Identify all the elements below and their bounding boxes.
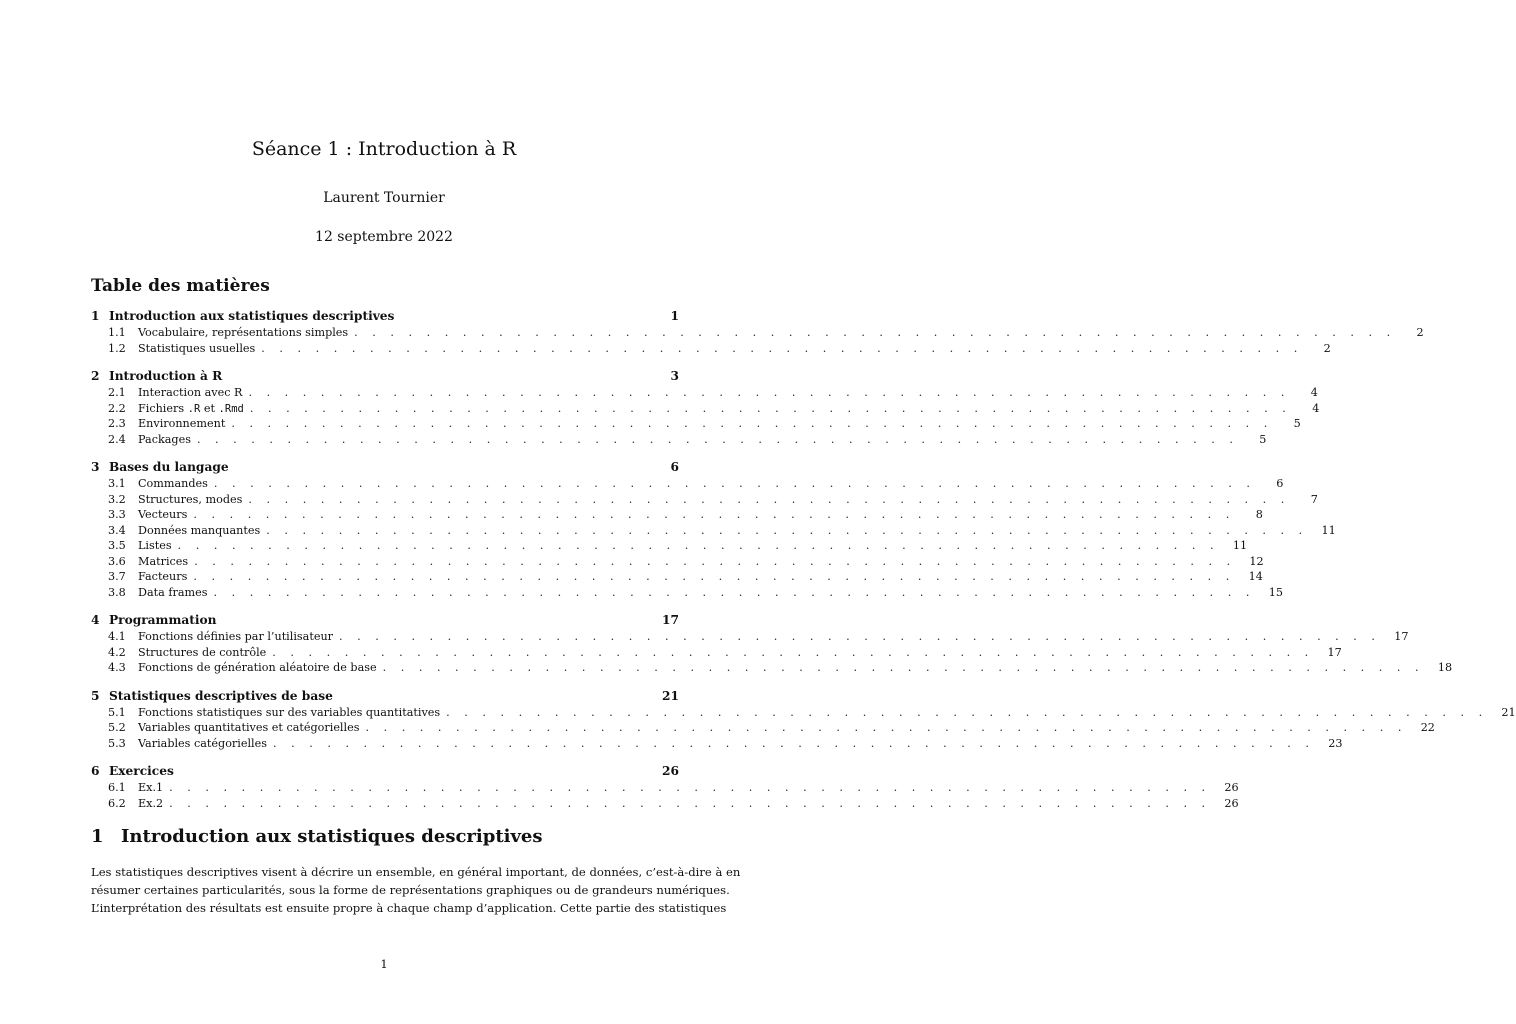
toc-subsection-number: 4.3 <box>108 661 126 674</box>
toc-section-label: Bases du langage <box>109 460 229 474</box>
toc-subsection-label: Data frames <box>138 585 208 599</box>
toc-leader-dots: . . . . . . . . . . . . . . . . . . . . . . . . . . . . . . . . . . . . . . . . . . . . . . . . . . . . . . . . . . <box>248 386 1290 399</box>
toc-subsection-page: 4 <box>1310 386 1318 399</box>
toc-entry-section[interactable] <box>91 612 679 629</box>
toc-entry-subsection[interactable] <box>91 538 1248 554</box>
toc-section-number: 3 <box>91 460 100 474</box>
toc-entry-subsection[interactable] <box>91 507 1263 523</box>
toc-subsection-number: 2.2 <box>108 401 126 415</box>
toc-subsection-page: 7 <box>1310 492 1318 506</box>
toc-entry-subsection[interactable] <box>91 629 1409 645</box>
toc-entry-section[interactable] <box>91 459 679 476</box>
toc-subsection-page: 17 <box>1394 630 1409 643</box>
toc-leader-dots: . . . . . . . . . . . . . . . . . . . . . . . . . . . . . . . . . . . . . . . . . . . . . . . . . . . . . . . . . . <box>339 630 1381 643</box>
toc-section-page: 21 <box>662 688 679 703</box>
toc-entry-section[interactable] <box>91 688 679 705</box>
toc-subsection-number: 6.1 <box>108 781 126 794</box>
toc-leader-dots: . . . . . . . . . . . . . . . . . . . . . . . . . . . . . . . . . . . . . . . . . . . . . . . . . . . . . . . . . . <box>266 523 1308 537</box>
toc-subsection-label: Vocabulaire, représentations simples <box>138 326 349 339</box>
toc-section-page: 1 <box>670 309 679 323</box>
toc-subsection-label: Packages <box>138 432 191 446</box>
toc-entry-subsection[interactable] <box>91 325 1424 341</box>
toc-section-number: 4 <box>91 613 100 627</box>
paragraph-line: L’interprétation des résultats est ensuite propre à chaque champ d’application. Cette partie des statistiques <box>91 901 727 915</box>
toc-leader-dots: . . . . . . . . . . . . . . . . . . . . . . . . . . . . . . . . . . . . . . . . . . . . . . . . . . . . . . . . . . <box>169 796 1211 810</box>
toc-subsection-number: 3.7 <box>108 570 126 583</box>
toc-entry-section[interactable] <box>91 763 679 780</box>
toc-entry-subsection[interactable] <box>91 720 1435 736</box>
toc-leader-dots: . . . . . . . . . . . . . . . . . . . . . . . . . . . . . . . . . . . . . . . . . . . . . . . . . . . . . . . . . . <box>193 570 1235 583</box>
toc-entry-subsection[interactable] <box>91 432 1267 448</box>
toc-subsection-label: Fonctions statistiques sur des variables quantitatives <box>138 705 441 719</box>
toc-section <box>91 368 1320 447</box>
paragraph-line: résumer certaines particularités, sous la forme de représentations graphiques ou de grandeurs numériques. <box>91 883 730 897</box>
toc-section-page: 6 <box>670 460 679 474</box>
toc-entry-subsection[interactable] <box>91 796 1239 812</box>
toc-subsection-number: 2.4 <box>108 432 126 446</box>
code-text: .Rmd <box>218 402 244 415</box>
section-title: Introduction aux statistiques descriptives <box>121 826 543 847</box>
toc-leader-dots: . . . . . . . . . . . . . . . . . . . . . . . . . . . . . . . . . . . . . . . . . . . . . . . . . . . . . . . . . . <box>446 705 1488 719</box>
toc-leader-dots: . . . . . . . . . . . . . . . . . . . . . . . . . . . . . . . . . . . . . . . . . . . . . . . . . . . . . . . . . . <box>365 721 1407 734</box>
toc-subsection-label: Listes <box>138 539 172 552</box>
toc-leader-dots: . . . . . . . . . . . . . . . . . . . . . . . . . . . . . . . . . . . . . . . . . . . . . . . . . . . . . . . . . . <box>169 781 1211 794</box>
toc-subsection-page: 2 <box>1323 341 1331 355</box>
toc-leader-dots: . . . . . . . . . . . . . . . . . . . . . . . . . . . . . . . . . . . . . . . . . . . . . . . . . . . . . . . . . . <box>272 645 1314 659</box>
toc-section <box>91 459 1336 600</box>
toc-section-number: 5 <box>91 688 100 703</box>
toc-section-number: 2 <box>91 369 100 383</box>
toc-subsection-number: 2.1 <box>108 386 126 399</box>
toc-subsection-number: 6.2 <box>108 796 126 810</box>
toc-section <box>91 612 1453 676</box>
toc-entry-subsection[interactable] <box>91 705 1516 721</box>
toc-subsection-page: 5 <box>1259 432 1267 446</box>
toc-subsection-label: Fonctions définies par l’utilisateur <box>138 630 333 643</box>
toc-subsection-page: 12 <box>1249 554 1264 568</box>
toc-subsection-label: Interaction avec R <box>138 386 243 399</box>
toc-subsection-label: Matrices <box>138 554 189 568</box>
toc-entry-subsection[interactable] <box>91 660 1453 676</box>
toc-leader-dots: . . . . . . . . . . . . . . . . . . . . . . . . . . . . . . . . . . . . . . . . . . . . . . . . . . . . . . . . . . <box>193 508 1235 521</box>
toc-leader-dots: . . . . . . . . . . . . . . . . . . . . . . . . . . . . . . . . . . . . . . . . . . . . . . . . . . . . . . . . . . <box>231 417 1273 430</box>
toc-subsection-number: 3.5 <box>108 539 126 552</box>
toc-subsection-number: 3.2 <box>108 492 126 506</box>
toc-section-page: 3 <box>670 369 679 383</box>
toc-subsection-label: Ex.1 <box>138 781 164 794</box>
toc-subsection-number: 5.2 <box>108 721 126 734</box>
toc-subsection-page: 26 <box>1224 781 1239 794</box>
toc-subsection-page: 2 <box>1416 326 1424 339</box>
toc-subsection-number: 1.2 <box>108 341 126 355</box>
toc-subsection-number: 3.1 <box>108 477 126 490</box>
toc-entry-subsection[interactable] <box>91 585 1283 601</box>
toc-subsection-page: 14 <box>1248 570 1263 583</box>
toc-leader-dots: . . . . . . . . . . . . . . . . . . . . . . . . . . . . . . . . . . . . . . . . . . . . . . . . . . . . . . . . . . <box>213 585 1255 599</box>
toc-subsection-label: Structures de contrôle <box>138 645 267 659</box>
code-text: .R <box>187 402 201 415</box>
toc-entry-subsection[interactable] <box>91 645 1342 661</box>
toc-subsection-page: 26 <box>1224 796 1239 810</box>
toc-leader-dots: . . . . . . . . . . . . . . . . . . . . . . . . . . . . . . . . . . . . . . . . . . . . . . . . . . . . . . . . . . <box>196 432 1239 446</box>
toc-entry-subsection[interactable] <box>91 554 1264 570</box>
toc-entry-subsection[interactable] <box>91 476 1284 492</box>
toc-subsection-page: 11 <box>1321 523 1336 537</box>
toc-entry-subsection[interactable] <box>91 523 1336 539</box>
document-title: Séance 1 : Introduction à R <box>251 138 517 160</box>
toc-subsection-page: 17 <box>1327 645 1342 659</box>
toc-subsection-label: Données manquantes <box>138 523 261 537</box>
toc-leader-dots: . . . . . . . . . . . . . . . . . . . . . . . . . . . . . . . . . . . . . . . . . . . . . . . . . . . . . . . . . . <box>248 492 1290 506</box>
toc-heading: Table des matières <box>91 276 270 296</box>
document-date: 12 septembre 2022 <box>315 229 453 245</box>
toc-entry-subsection[interactable] <box>91 401 1320 417</box>
toc-subsection-number: 1.1 <box>108 326 126 339</box>
toc-subsection-page: 11 <box>1232 539 1248 552</box>
section-heading <box>91 826 543 847</box>
toc-subsection-number: 3.4 <box>108 523 126 537</box>
toc-leader-dots: . . . . . . . . . . . . . . . . . . . . . . . . . . . . . . . . . . . . . . . . . . . . . . . . . . . . . . . . . . <box>177 539 1220 552</box>
toc-section-label: Programmation <box>109 613 217 627</box>
toc-subsection-label: Structures, modes <box>138 492 243 506</box>
toc-subsection-number: 5.1 <box>108 705 126 719</box>
toc-subsection-page: 22 <box>1420 721 1435 734</box>
toc-section <box>91 688 1516 752</box>
toc-section-number: 6 <box>91 764 100 778</box>
toc-subsection-page: 8 <box>1255 508 1263 521</box>
document-author: Laurent Tournier <box>323 190 445 206</box>
toc-subsection-page: 15 <box>1268 585 1283 599</box>
toc-section-label: Introduction aux statistiques descriptives <box>109 309 395 323</box>
toc-section <box>91 308 1424 356</box>
toc-section-page: 26 <box>662 764 679 778</box>
toc-subsection-label: Fichiers .R et .Rmd <box>138 401 244 415</box>
toc-entry-subsection[interactable] <box>91 780 1239 796</box>
toc-leader-dots: . . . . . . . . . . . . . . . . . . . . . . . . . . . . . . . . . . . . . . . . . . . . . . . . . . . . . . . . . . <box>249 401 1292 415</box>
toc-subsection-page: 4 <box>1312 401 1320 415</box>
toc-subsection-label: Fonctions de génération aléatoire de base <box>138 661 377 674</box>
toc-subsection-page: 5 <box>1293 417 1301 430</box>
toc-subsection-number: 3.3 <box>108 508 126 521</box>
toc-leader-dots: . . . . . . . . . . . . . . . . . . . . . . . . . . . . . . . . . . . . . . . . . . . . . . . . . . . . . . . . . . <box>382 661 1425 674</box>
toc-subsection-number: 3.6 <box>108 554 126 568</box>
section-paragraph <box>91 863 741 917</box>
toc-section-number: 1 <box>91 309 100 323</box>
toc-section-label: Introduction à R <box>109 369 223 383</box>
toc-section-page: 17 <box>662 613 679 627</box>
toc-entry-subsection[interactable] <box>91 569 1263 585</box>
toc-subsection-label: Commandes <box>138 477 208 490</box>
toc-subsection-number: 4.1 <box>108 630 126 643</box>
toc-leader-dots: . . . . . . . . . . . . . . . . . . . . . . . . . . . . . . . . . . . . . . . . . . . . . . . . . . . . . . . . . . <box>194 554 1236 568</box>
toc-subsection-label: Statistiques usuelles <box>138 341 256 355</box>
toc-entry-section[interactable] <box>91 368 679 385</box>
toc-subsection-number: 2.3 <box>108 417 126 430</box>
toc-section-label: Statistiques descriptives de base <box>109 688 333 703</box>
toc-subsection-number: 4.2 <box>108 645 126 659</box>
toc-leader-dots: . . . . . . . . . . . . . . . . . . . . . . . . . . . . . . . . . . . . . . . . . . . . . . . . . . . . . . . . . . <box>273 736 1315 750</box>
toc-subsection-page: 21 <box>1501 705 1516 719</box>
toc-entry-subsection[interactable] <box>91 492 1318 508</box>
toc-subsection-label: Environnement <box>138 417 226 430</box>
toc-section-label: Exercices <box>109 764 174 778</box>
toc-leader-dots: . . . . . . . . . . . . . . . . . . . . . . . . . . . . . . . . . . . . . . . . . . . . . . . . . . . . . . . . . . <box>261 341 1303 355</box>
toc-subsection-label: Variables catégorielles <box>138 736 267 750</box>
toc-section <box>91 763 1239 811</box>
section-number: 1 <box>91 826 104 847</box>
toc-entry-subsection[interactable] <box>91 341 1331 357</box>
page-number: 1 <box>380 957 388 971</box>
toc-entry-subsection[interactable] <box>91 385 1318 401</box>
toc-subsection-number: 3.8 <box>108 585 126 599</box>
paragraph-line: Les statistiques descriptives visent à décrire un ensemble, en général important, de données, c’est-à-dire à en <box>91 865 741 879</box>
toc-entry-subsection[interactable] <box>91 736 1343 752</box>
table-of-contents <box>91 308 1516 823</box>
toc-subsection-number: 5.3 <box>108 736 126 750</box>
toc-subsection-page: 6 <box>1276 477 1284 490</box>
toc-subsection-label: Facteurs <box>138 570 188 583</box>
toc-subsection-label: Variables quantitatives et catégorielles <box>138 721 360 734</box>
toc-subsection-label: Ex.2 <box>138 796 164 810</box>
toc-entry-section[interactable] <box>91 308 679 325</box>
toc-subsection-page: 18 <box>1437 661 1453 674</box>
toc-subsection-page: 23 <box>1328 736 1343 750</box>
toc-entry-subsection[interactable] <box>91 416 1301 432</box>
toc-subsection-label: Vecteurs <box>138 508 188 521</box>
toc-leader-dots: . . . . . . . . . . . . . . . . . . . . . . . . . . . . . . . . . . . . . . . . . . . . . . . . . . . . . . . . . . <box>213 477 1256 490</box>
toc-leader-dots: . . . . . . . . . . . . . . . . . . . . . . . . . . . . . . . . . . . . . . . . . . . . . . . . . . . . . . . . . . <box>354 326 1396 339</box>
